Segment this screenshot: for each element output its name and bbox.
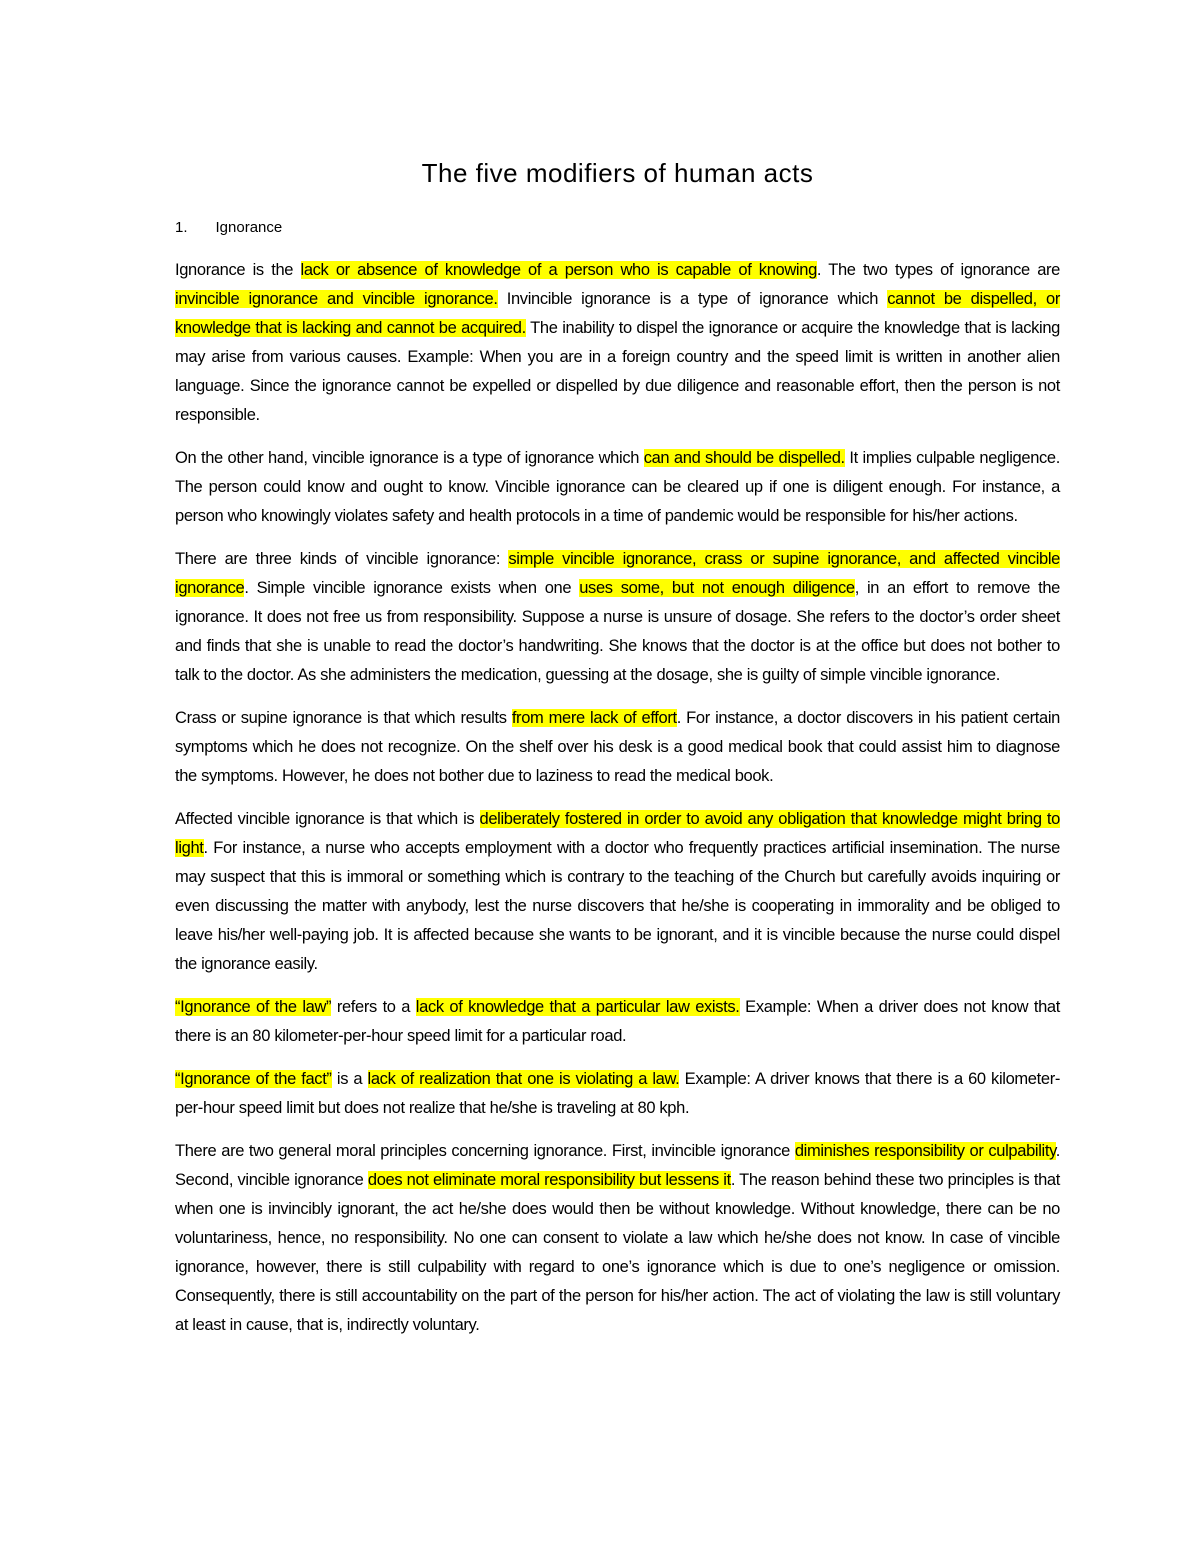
highlighted-text: simple vincible ignorance, crass or supine ignorance, and affected vincible ignorance	[175, 550, 1060, 597]
highlighted-text: “Ignorance of the law”	[175, 998, 332, 1016]
section-number: 1.	[175, 219, 188, 236]
text-run: . The reason behind these two principles is that when one is invincibly ignorant, the act he/she does would then be without knowledge. Without knowledge, there can be no voluntariness, hence, no responsibility. No one can consent to violate a law which he/she does not know. In case of vincible ignorance, however, there is still culpability with regard to one’s ignorance which is due to one’s negligence or omission. Consequently, there is still accountability on the part of the person for his/her action. The act of violating the law is still voluntary at least in cause, that is, indirectly voluntary.	[175, 1171, 1060, 1334]
text-run: Example: When a driver does not know that there is an 80 kilometer-per-hour speed limit for a particular road.	[175, 998, 1060, 1045]
paragraph	[175, 1065, 1060, 1123]
text-run: . The two types of ignorance are	[816, 261, 1061, 279]
text-run: , in an effort to remove the ignorance. It does not free us from responsibility. Suppose a nurse is unsure of dosage. She refers to the doctor’s order sheet and finds that she is unable to read the doctor’s handwriting. She knows that the doctor is at the office but does not bother to talk to the doctor. As she administers the medication, guessing at the dosage, she is guilty of simple vincible ignorance.	[175, 579, 1060, 684]
highlighted-text: diminishes responsibility or culpability	[794, 1142, 1056, 1160]
highlighted-text: from mere lack of effort	[511, 709, 677, 727]
highlighted-text: uses some, but not enough diligence	[579, 579, 855, 597]
text-run: Affected vincible ignorance is that which is	[175, 810, 480, 828]
text-run: There are three kinds of vincible ignorance:	[175, 550, 509, 568]
text-run: . Simple vincible ignorance exists when one	[244, 579, 580, 597]
highlighted-text: invincible ignorance and vincible ignorance.	[175, 290, 498, 308]
body-text	[175, 256, 1060, 1340]
section-heading	[175, 219, 1060, 236]
text-run: . For instance, a doctor discovers in his patient certain symptoms which he does not recognize. On the shelf over his desk is a good medical book that could assist him to diagnose the symptoms. However, he does not bother due to laziness to read the medical book.	[175, 709, 1060, 785]
text-run: Example: A driver knows that there is a 60 kilometer-per-hour speed limit but does not realize that he/she is traveling at 80 kph.	[175, 1070, 1060, 1117]
paragraph	[175, 256, 1060, 430]
highlighted-text: lack of knowledge that a particular law exists.	[415, 998, 740, 1016]
paragraph	[175, 1137, 1060, 1340]
highlighted-text: lack or absence of knowledge of a person who is capable of knowing	[300, 261, 817, 279]
text-run: It implies culpable negligence. The person could know and ought to know. Vincible ignorance can be cleared up if one is diligent enough. For instance, a person who knowingly violates safety and health protocols in a time of pandemic would be responsible for his/her actions.	[175, 449, 1060, 525]
text-run: is a	[331, 1070, 368, 1088]
document-title: The five modifiers of human acts	[421, 158, 814, 188]
section-heading-text: Ignorance	[215, 219, 283, 236]
text-run: . Second, vincible ignorance	[175, 1142, 1060, 1189]
text-run: Ignorance is the	[175, 261, 301, 279]
highlighted-text: deliberately fostered in order to avoid any obligation that knowledge might bring to light	[175, 810, 1060, 857]
paragraph	[175, 444, 1060, 531]
paragraph	[175, 993, 1060, 1051]
paragraph	[175, 545, 1060, 690]
paragraph	[175, 805, 1060, 979]
text-run: Invincible ignorance is a type of ignorance which	[497, 290, 888, 308]
text-run: There are two general moral principles concerning ignorance. First, invincible ignorance	[175, 1142, 795, 1160]
text-run: Crass or supine ignorance is that which results	[175, 709, 512, 727]
text-run: On the other hand, vincible ignorance is a type of ignorance which	[175, 449, 644, 467]
highlighted-text: “Ignorance of the fact”	[175, 1070, 332, 1088]
text-run: The inability to dispel the ignorance or acquire the knowledge that is lacking may arise from various causes. Example: When you are in a foreign country and the speed limit is written in another alien language. Since the ignorance cannot be expelled or dispelled by due diligence and reasonable effort, then the person is not responsible.	[175, 319, 1060, 424]
highlighted-text: can and should be dispelled.	[643, 449, 845, 467]
highlighted-text: does not eliminate moral responsibility but lessens it	[367, 1171, 731, 1189]
highlighted-text: cannot be dispelled, or knowledge that is lacking and cannot be acquired.	[175, 290, 1060, 337]
text-run: . For instance, a nurse who accepts employment with a doctor who frequently practices artificial insemination. The nurse may suspect that this is immoral or something which is contrary to the teaching of the Church but carefully avoids inquiring or even discussing the matter with anybody, lest the nurse discovers that he/she is cooperating in immorality and be obliged to leave his/her well-paying job. It is affected because she wants to be ignorant, and it is vincible because the nurse could dispel the ignorance easily.	[175, 839, 1060, 973]
text-run: refers to a	[331, 998, 416, 1016]
highlighted-text: lack of realization that one is violating a law.	[367, 1070, 680, 1088]
paragraph	[175, 704, 1060, 791]
